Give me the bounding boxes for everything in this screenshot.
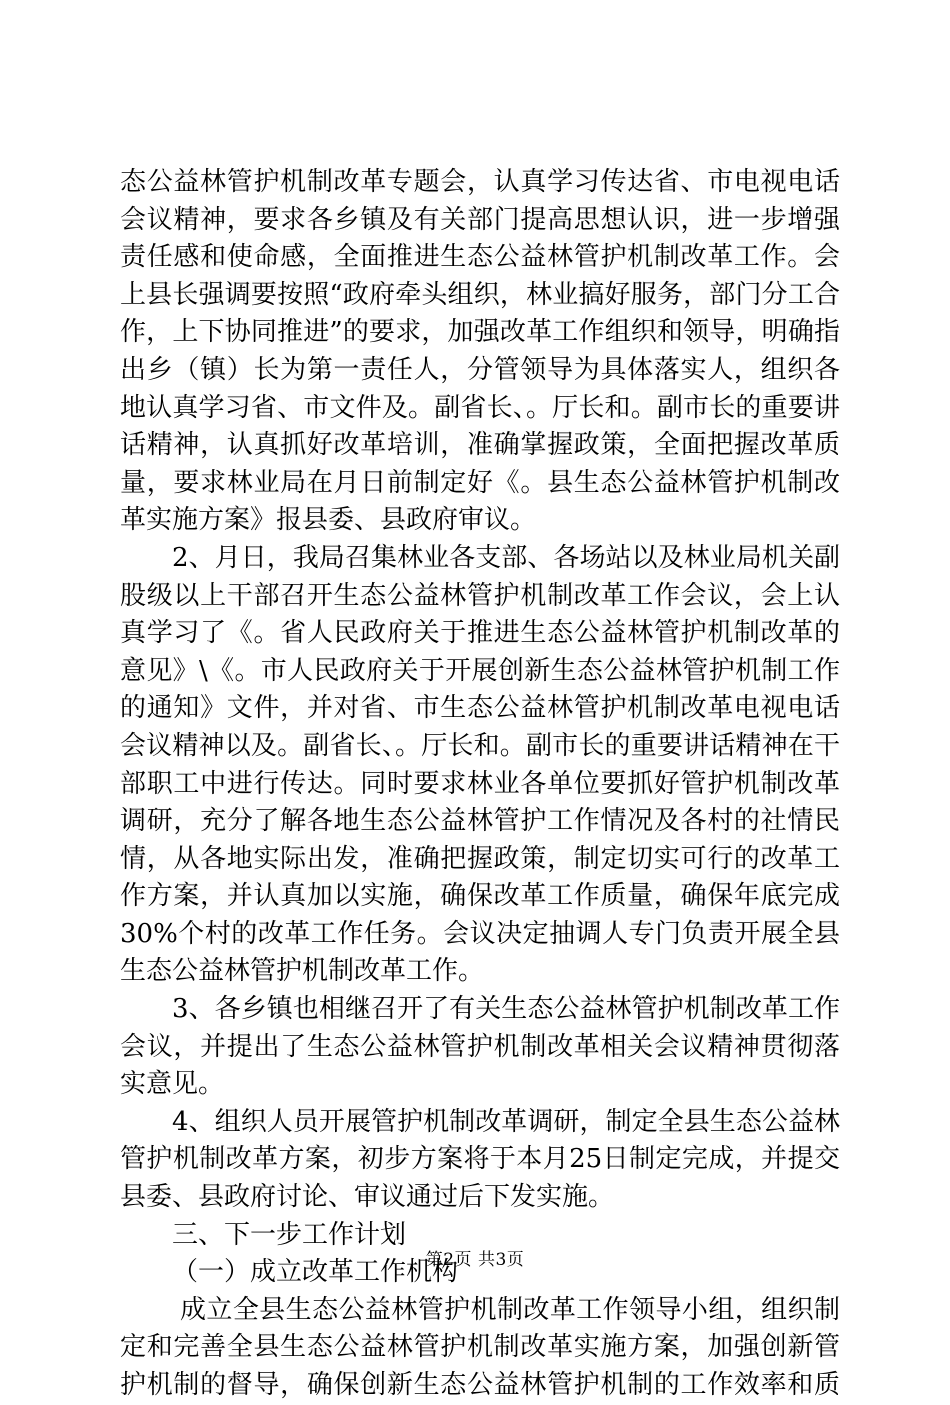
paragraph-item-4: 4、组织人员开展管护机制改革调研，制定全县生态公益林管护机制改革方案，初步方案将于本月25日制定完成，并提交县委、县政府讨论、审议通过后下发实施。 [120, 1106, 840, 1213]
paragraph-continued: 态公益林管护机制改革专题会，认真学习传达省、市电视电话会议精神，要求各乡镇及有关部门提高思想认识，进一步增强责任感和使命感，全面推进生态公益林管护机制改革工作。会上县长强调要按照“政府牵头组织，林业搞好服务，部门分工合作，上下协同推进”的要求，加强改革工作组织和领导，明确指出乡（镇）长为第一责任人，分管领导为具体落实人，组织各地认真学习省、市文件及。副省长、。厅长和。副市长的重要讲话精神，认真抓好改革培训，准确掌握政策，全面把握改革质量，要求林业局在月日前制定好《。县生态公益林管护机制改革实施方案》报县委、县政府审议。 [120, 167, 840, 536]
subsection-heading: （一）成立改革工作机构 [172, 1257, 459, 1288]
page-footer: 第2页 共3页 [425, 1250, 525, 1270]
paragraph-item-2: 2、月日，我局召集林业各支部、各场站以及林业局机关副股级以上干部召开生态公益林管护机制改革工作会议，会上认真学习了《。省人民政府关于推进生态公益林管护机制改革的意见》\《。市人民政府关于开展创新生态公益林管护机制工作的通知》文件，并对省、市生态公益林管护机制改革电视电话会议精神以及。副省长、。厅长和。副市长的重要讲话精神在干部职工中进行传达。同时要求林业各单位要抓好管护机制改革调研，充分了解各地生态公益林管护工作情况及各村的社情民情，从各地实际出发，准确把握政策，制定切实可行的改革工作方案，并认真加以实施，确保改革工作质量，确保年底完成30%个村的改革工作任务。会议决定抽调人专门负责开展全县生态公益林管护机制改革工作。 [120, 542, 840, 987]
paragraph-subsection-body: 成立全县生态公益林管护机制改革工作领导小组，组织制定和完善全县生态公益林管护机制改革实施方案，加强创新管护机制的督导，确保创新生态公益林管护机制的工作效率和质 [120, 1294, 840, 1400]
paragraph-item-3: 3、各乡镇也相继召开了有关生态公益林管护机制改革工作会议，并提出了生态公益林管护机制改革相关会议精神贯彻落实意见。 [120, 994, 840, 1100]
section-heading: 三、下一步工作计划 [172, 1219, 407, 1250]
document-body [120, 164, 840, 1405]
